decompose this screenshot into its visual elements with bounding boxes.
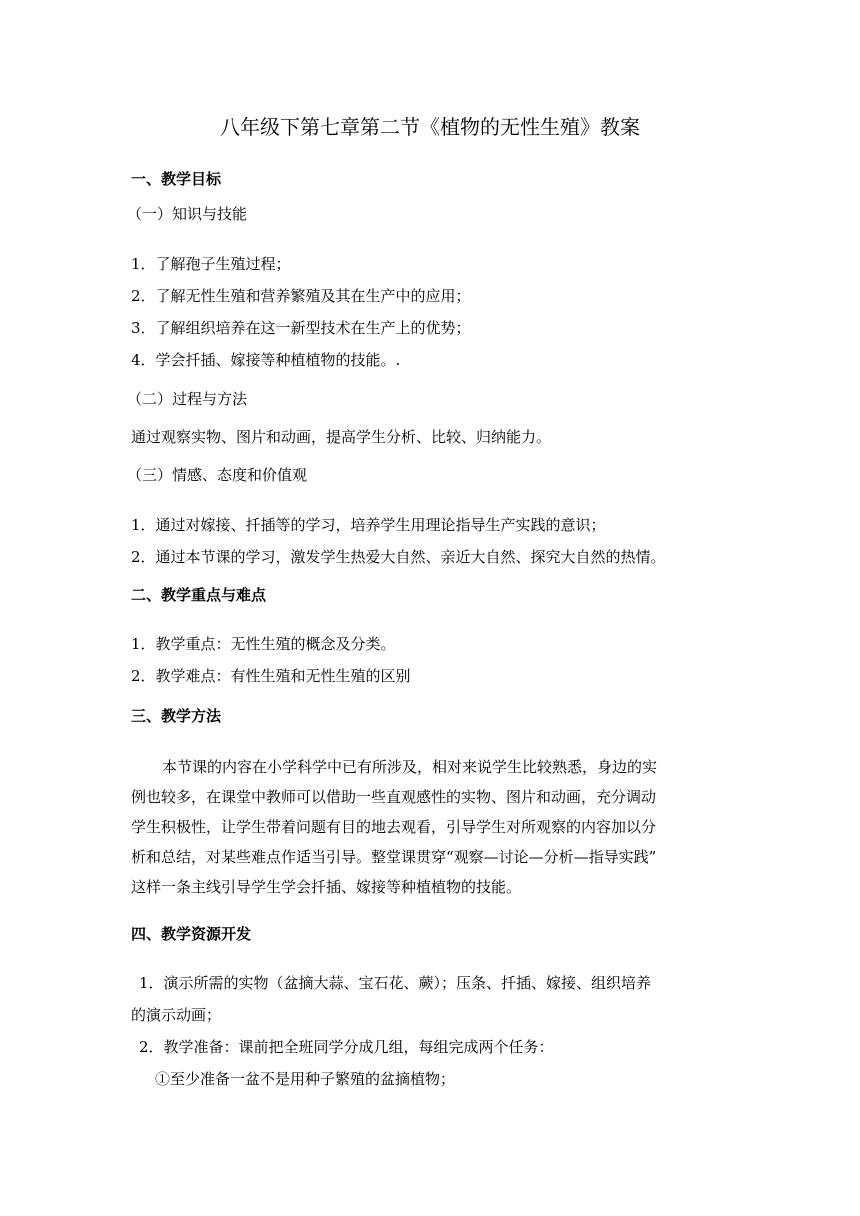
methods-line-4: 析和总结，对某些难点作适当引导。整堂课贯穿“观察—讨论—分析—指导实践” xyxy=(131,848,657,866)
subsection-heading-knowledge: （一）知识与技能 xyxy=(127,205,248,223)
subsection-heading-emotion: （三）情感、态度和价值观 xyxy=(127,466,308,484)
section-heading-key-points: 二、教学重点与难点 xyxy=(131,586,267,604)
knowledge-item-2: 2．了解无性生殖和营养繁殖及其在生产中的应用； xyxy=(131,287,471,305)
resources-subitem-1: ①至少准备一盆不是用种子繁殖的盆摘植物； xyxy=(155,1070,456,1088)
knowledge-item-4: 4．学会扦插、嫁接等种植植物的技能。. xyxy=(131,351,401,369)
section-heading-goals: 一、教学目标 xyxy=(131,170,222,188)
resources-item-2: 2．教学准备：课前把全班同学分成几组，每组完成两个任务： xyxy=(139,1038,554,1056)
methods-paragraph xyxy=(131,752,731,902)
methods-line-5: 这样一条主线引导学生学会扦插、嫁接等种植植物的技能。 xyxy=(131,878,522,896)
methods-line-3: 学生积极性，让学生带着问题有目的地去观看，引导学生对所观察的内容加以分 xyxy=(131,818,657,836)
key-point-item-2: 2．教学难点：有性生殖和无性生殖的区别 xyxy=(131,667,411,685)
emotion-item-2: 2．通过本节课的学习，激发学生热爱大自然、亲近大自然、探究大自然的热情。 xyxy=(131,548,666,566)
section-heading-methods: 三、教学方法 xyxy=(131,707,222,725)
key-point-item-1: 1．教学重点：无性生殖的概念及分类。 xyxy=(131,635,396,653)
methods-line-2: 例也较多，在课堂中教师可以借助一些直观感性的实物、图片和动画，充分调动 xyxy=(131,788,657,806)
section-heading-resources: 四、教学资源开发 xyxy=(131,925,252,943)
methods-line-1: 本节课的内容在小学科学中已有所涉及，相对来说学生比较熟悉，身边的实 xyxy=(162,758,658,776)
document-title: 八年级下第七章第二节《植物的无性生殖》教案 xyxy=(220,115,640,139)
resources-item-1: 1．演示所需的实物（盆摘大蒜、宝石花、蕨）；压条、扦插、嫁接、组织培养 xyxy=(139,974,652,992)
subsection-heading-process: （二）过程与方法 xyxy=(127,390,248,408)
emotion-item-1: 1．通过对嫁接、扦插等的学习，培养学生用理论指导生产实践的意识； xyxy=(131,516,606,534)
resources-item-1-continued: 的演示动画； xyxy=(131,1006,222,1024)
process-text: 通过观察实物、图片和动画，提高学生分析、比较、归纳能力。 xyxy=(131,428,552,446)
knowledge-item-3: 3．了解组织培养在这一新型技术在生产上的优势； xyxy=(131,319,471,337)
knowledge-item-1: 1．了解孢子生殖过程； xyxy=(131,255,291,273)
